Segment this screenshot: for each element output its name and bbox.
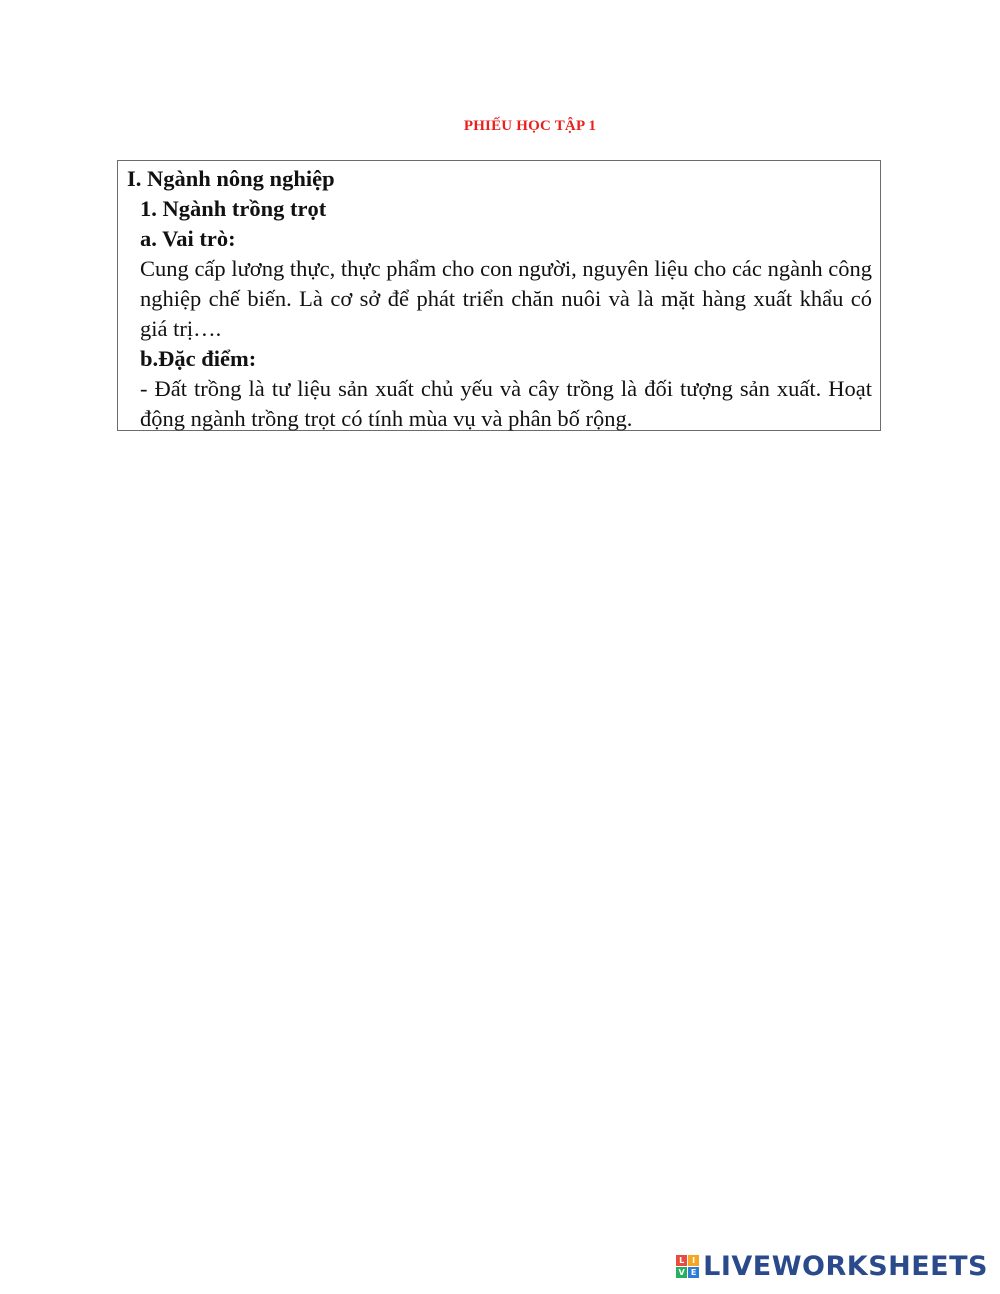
logo-cell: E (688, 1267, 699, 1278)
worksheet-title: PHIẾU HỌC TẬP 1 (463, 118, 597, 134)
content-box (117, 160, 881, 431)
role-paragraph: Cung cấp lương thực, thực phẩm cho con người, nguyên liệu cho các ngành công nghiệp chế biến. Là cơ sở để phát triển chăn nuôi và là mặt hàng xuất khẩu có giá trị…. (140, 256, 872, 341)
role-heading: a. Vai trò: (140, 226, 236, 251)
logo-cell: V (676, 1267, 687, 1278)
feature-paragraph: - Đất trồng là tư liệu sản xuất chủ yếu và cây trồng là đối tượng sản xuất. Hoạt động ngành trồng trọt có tính mùa vụ và phân bố rộng. (140, 376, 872, 431)
subsection-heading: 1. Ngành trồng trọt (140, 196, 327, 221)
section-heading: I. Ngành nông nghiệp (127, 166, 335, 191)
liveworksheets-watermark (676, 1251, 988, 1282)
logo-cell: L (676, 1255, 687, 1266)
liveworksheets-brand-text: LIVEWORKSHEETS (703, 1251, 988, 1282)
logo-cell: I (688, 1255, 699, 1266)
feature-heading: b.Đặc điểm: (140, 346, 257, 371)
liveworksheets-logo-icon (676, 1255, 699, 1278)
